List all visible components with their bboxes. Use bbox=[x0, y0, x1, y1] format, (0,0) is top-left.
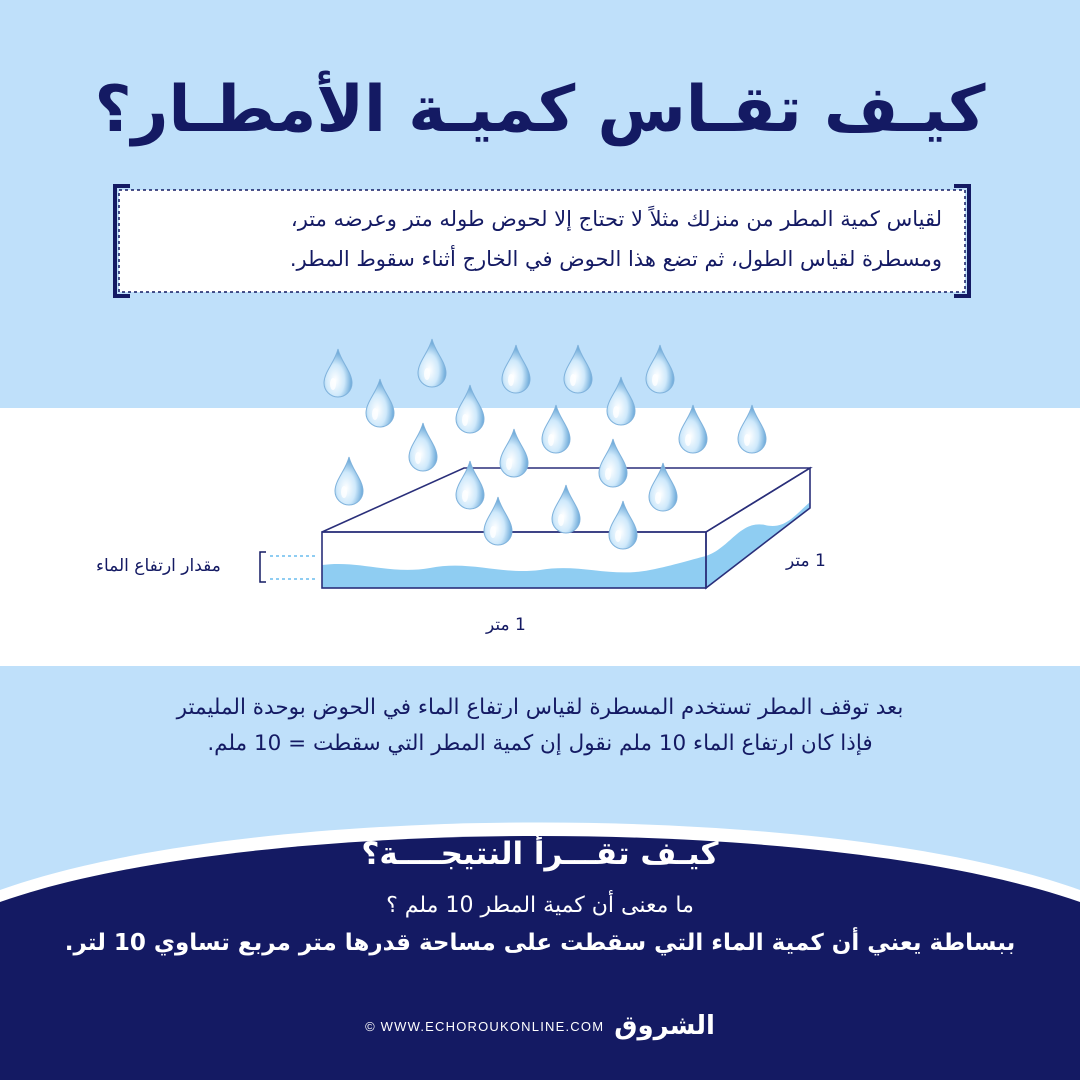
explanation-line-2: فإذا كان ارتفاع الماء 10 ملم نقول إن كمية المطر التي سقطت = 10 ملم. bbox=[207, 731, 873, 756]
depth-label: 1 متر bbox=[786, 551, 826, 571]
width-label: 1 متر bbox=[486, 615, 526, 635]
intro-line-2: ومسطرة لقياس الطول، ثم تضع هذا الحوض في الخارج أثناء سقوط المطر. bbox=[289, 247, 942, 271]
raindrops bbox=[324, 339, 766, 549]
intro-line-1: لقياس كمية المطر من منزلك مثلاً لا تحتاج إلا لحوض طوله متر وعرضه متر، bbox=[290, 207, 942, 231]
tank-water-front bbox=[322, 556, 706, 588]
water-height-bracket bbox=[260, 552, 315, 582]
explanation-line-1: بعد توقف المطر تستخدم المسطرة لقياس ارتفاع الماء في الحوض بوحدة المليمتر bbox=[176, 695, 904, 720]
explanation-text bbox=[60, 690, 1020, 762]
result-title: كيـف تقـــرأ النتيجــــة؟ bbox=[361, 836, 719, 872]
result-answer: ببساطة يعني أن كمية الماء التي سقطت على مساحة قدرها متر مربع تساوي 10 لتر. bbox=[64, 930, 1016, 956]
page-title: كيـف تقـاس كميـة الأمطـار؟ bbox=[94, 73, 986, 147]
footer bbox=[0, 1006, 1080, 1046]
intro-box bbox=[112, 183, 972, 299]
result-question: ما معنى أن كمية المطر 10 ملم ؟ bbox=[386, 893, 694, 918]
water-height-label: مقدار ارتفاع الماء bbox=[96, 556, 221, 576]
rain-tank-illustration bbox=[0, 330, 1080, 650]
intro-text bbox=[142, 199, 942, 279]
echorouk-logo: الشروق bbox=[614, 1011, 715, 1041]
website-copyright[interactable]: © WWW.ECHOROUKONLINE.COM bbox=[365, 1018, 605, 1034]
